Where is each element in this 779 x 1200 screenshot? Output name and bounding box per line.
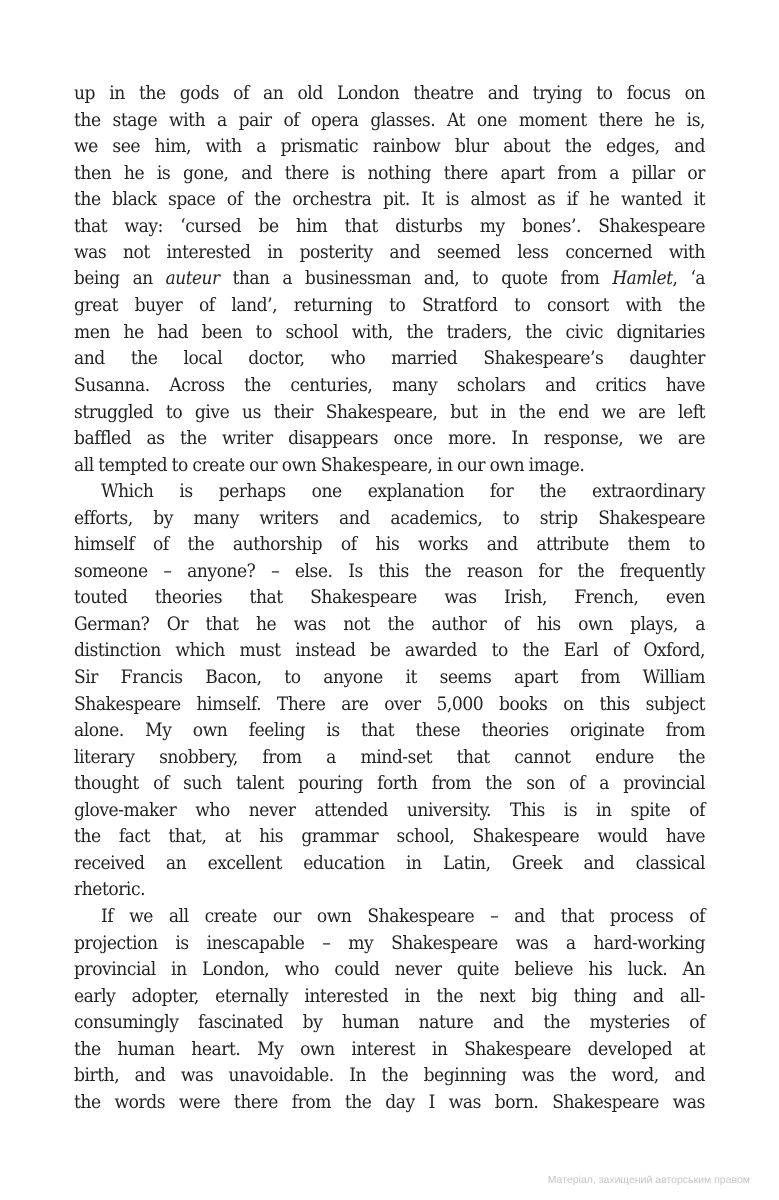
text-line [74, 292, 705, 319]
text-line [74, 505, 705, 532]
text-run: all tempted to create our own Shakespeare, in our own image. [74, 453, 585, 476]
text-line [74, 478, 705, 505]
text-run: If we all create our own Shakespeare – and that process of [101, 904, 705, 927]
text-run: projection is inescapable – my Shakespeare was a hard-working [74, 931, 705, 954]
text-run: provincial in London, who could never quite believe his luck. An [74, 958, 705, 981]
text-run: being an [74, 267, 166, 289]
text-line [74, 770, 705, 797]
text-line [74, 213, 705, 240]
text-run: the fact that, at his grammar school, Shakespeare would have [74, 825, 705, 848]
text-line [74, 1089, 705, 1116]
text-line [74, 1062, 705, 1089]
text-run: early adopter, eternally interested in the next big thing and all- [74, 984, 705, 1007]
text-line [74, 531, 705, 558]
body-text [74, 80, 705, 1115]
text-run: alone. My own feeling is that these theories originate from [74, 719, 705, 742]
text-run: efforts, by many writers and academics, to strip Shakespeare [74, 506, 705, 529]
text-run: the human heart. My own interest in Shakespeare developed at [74, 1037, 705, 1060]
text-line [74, 584, 705, 611]
text-line [74, 983, 705, 1010]
text-run: was not interested in posterity and seemed less concerned with [74, 241, 705, 264]
text-line [74, 744, 705, 771]
page-body [74, 80, 705, 1115]
text-line [74, 956, 705, 983]
text-line [74, 903, 705, 930]
text-run: the words were there from the day I was born. Shakespeare was [74, 1090, 705, 1113]
text-run: glove-maker who never attended university. This is in spite of [74, 798, 705, 821]
text-line [74, 80, 705, 107]
text-run: thought of such talent pouring forth from the son of a provincial [74, 772, 705, 795]
text-line [74, 797, 705, 824]
text-run: literary snobbery, from a mind-set that cannot endure the [74, 745, 705, 768]
text-run: rhetoric. [74, 878, 146, 901]
text-line [74, 611, 705, 638]
text-line [74, 372, 705, 399]
text-run: then he is gone, and there is nothing there apart from a pillar or [74, 161, 705, 184]
text-line [74, 425, 705, 452]
text-run: Shakespeare himself. There are over 5,000 books on this subject [74, 692, 705, 715]
text-run: distinction which must instead be awarded to the Earl of Oxford, [74, 639, 705, 662]
text-line [74, 850, 705, 877]
text-run: men he had been to school with, the traders, the civic dignitaries [74, 320, 705, 343]
text-run: himself of the authorship of his works and attribute them to [74, 533, 705, 556]
text-run: consumingly fascinated by human nature and the mysteries of [74, 1011, 705, 1034]
text-line [74, 319, 705, 346]
text-line [74, 160, 705, 187]
text-line [74, 186, 705, 213]
text-line [74, 691, 705, 718]
copyright-watermark: Матеріал, захищений авторським правом [547, 1174, 750, 1186]
text-run: up in the gods of an old London theatre and trying to focus on [74, 82, 705, 104]
italic-text: auteur [165, 267, 220, 289]
text-line [74, 558, 705, 585]
text-run: baffled as the writer disappears once more. In response, we are [74, 427, 705, 450]
text-run: we see him, with a prismatic rainbow blur about the edges, and [74, 135, 705, 158]
text-run: Sir Francis Bacon, to anyone it seems apart from William [74, 666, 705, 689]
italic-text: Hamlet [612, 267, 673, 289]
text-line [74, 717, 705, 744]
text-line [74, 637, 705, 664]
text-line [74, 930, 705, 957]
text-line [74, 823, 705, 850]
text-run: , ‘a [672, 267, 705, 289]
text-run: the stage with a pair of opera glasses. At one moment there he is, [74, 108, 705, 131]
text-run: great buyer of land’, returning to Stratford to consort with the [74, 294, 705, 317]
text-line [74, 1009, 705, 1036]
text-line [74, 452, 705, 479]
text-run: birth, and was unavoidable. In the beginning was the word, and [74, 1064, 705, 1087]
text-run: German? Or that he was not the author of his own plays, a [74, 612, 705, 635]
paragraph [74, 80, 705, 478]
text-run: Which is perhaps one explanation for the extraordinary [101, 480, 705, 503]
text-line [74, 876, 705, 903]
text-line [74, 266, 705, 293]
text-run: that way: ‘cursed be him that disturbs my bones’. Shakespeare [74, 214, 705, 237]
text-line [74, 664, 705, 691]
text-run: than a businessman and, to quote from [219, 267, 613, 289]
text-run: Susanna. Across the centuries, many scholars and critics have [74, 374, 705, 397]
text-run: someone – anyone? – else. Is this the reason for the frequently [74, 559, 705, 582]
text-line [74, 1036, 705, 1063]
text-run: struggled to give us their Shakespeare, but in the end we are left [74, 400, 705, 423]
text-run: touted theories that Shakespeare was Irish, French, even [74, 586, 705, 609]
text-line [74, 399, 705, 426]
text-line [74, 107, 705, 134]
text-run: and the local doctor, who married Shakespeare’s daughter [74, 347, 705, 370]
paragraph [74, 903, 705, 1115]
text-run: the black space of the orchestra pit. It is almost as if he wanted it [74, 188, 705, 211]
text-line [74, 133, 705, 160]
paragraph [74, 478, 705, 903]
text-line [74, 239, 705, 266]
text-run: received an excellent education in Latin, Greek and classical [74, 851, 705, 874]
text-line [74, 345, 705, 372]
